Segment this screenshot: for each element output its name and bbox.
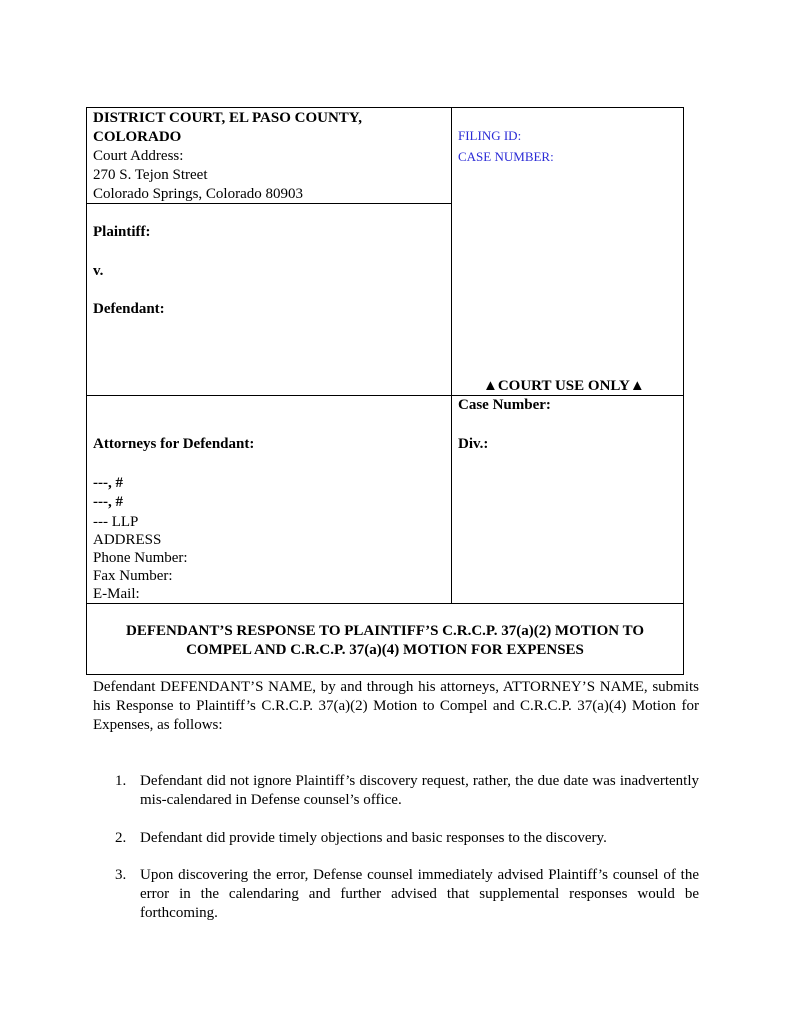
list-item-text: Defendant did provide timely objections and basic responses to the discovery. [140,830,607,846]
law-firm-name: --- LLP [93,514,139,530]
attorneys-heading: Attorneys for Defendant: [93,436,255,452]
court-name-line1: DISTRICT COURT, EL PASO COUNTY, [93,110,362,126]
intro-paragraph: Defendant DEFENDANT’S NAME, by and through his attorneys, ATTORNEY’S NAME, submits his Response to Plaintiff’s C.R.C.P. 37(a)(2) Motion to Compel and C.R.C.P. 37(a)(4) Motion for Expenses, as follows: [93,679,699,733]
court-name-line2: COLORADO [93,129,182,145]
versus-label: v. [93,263,104,279]
attorney-phone: Phone Number: [93,550,188,566]
case-number-label: Case Number: [458,397,551,413]
list-item-number: 2. [115,830,127,846]
defendant-label: Defendant: [93,301,165,317]
document-title-line1: DEFENDANT’S RESPONSE TO PLAINTIFF’S C.R.C.P. 37(a)(2) MOTION TO [126,623,644,639]
division-label: Div.: [458,436,489,452]
attorney-name-2: ---, # [93,494,123,510]
list-item-number: 1. [115,773,127,789]
document-title-line2: COMPEL AND C.R.C.P. 37(a)(4) MOTION FOR EXPENSES [186,642,584,658]
title-divider [87,603,683,604]
filing-id-label: FILING ID: [458,128,522,143]
case-number-label-top: CASE NUMBER: [458,149,554,164]
caption-vertical-divider [451,108,452,603]
attorney-fax: Fax Number: [93,568,173,584]
list-item-text: Defendant did not ignore Plaintiff’s discovery request, rather, the due date was inadvertently mis-calendared in Defense counsel’s office. [140,773,699,808]
court-street: 270 S. Tejon Street [93,167,208,183]
court-city: Colorado Springs, Colorado 80903 [93,186,303,202]
case-caption-box [86,107,684,675]
attorney-name-1: ---, # [93,475,123,491]
attorney-address: ADDRESS [93,532,162,548]
court-address-label: Court Address: [93,148,184,164]
attorney-email: E-Mail: [93,586,140,602]
court-use-only-label: ▲COURT USE ONLY▲ [483,378,645,394]
list-item-text: Upon discovering the error, Defense counsel immediately advised Plaintiff’s counsel of the error in the calendaring and further advised that supplemental responses would be forthcoming. [140,867,699,921]
plaintiff-label: Plaintiff: [93,224,151,240]
list-item-number: 3. [115,867,127,883]
